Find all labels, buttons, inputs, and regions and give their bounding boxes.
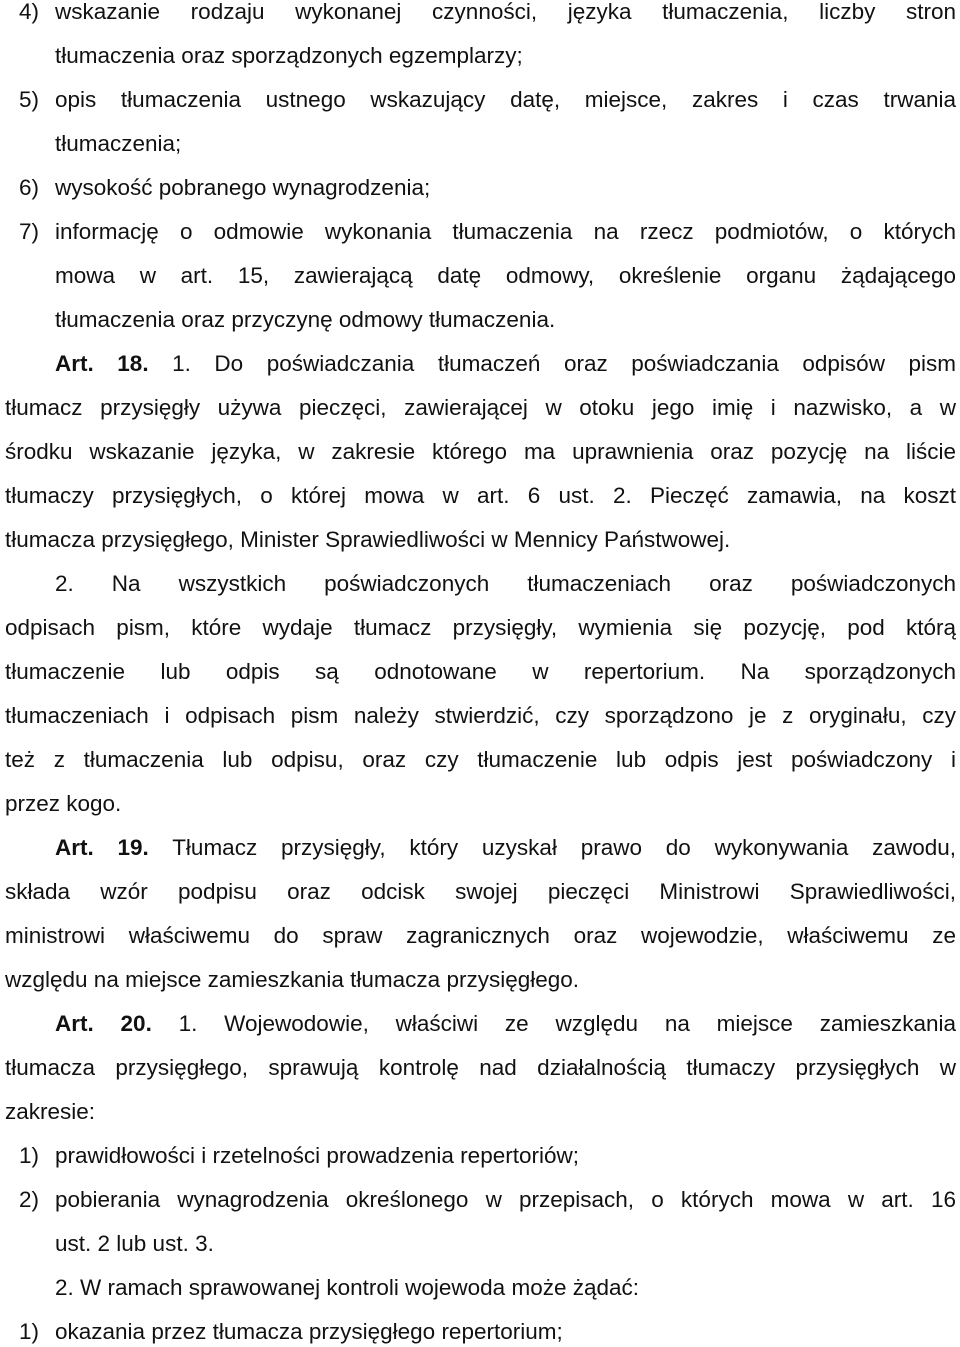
list-number: 6) — [19, 175, 40, 200]
list-number: 7) — [19, 219, 40, 244]
text-line: tłumacza przysięgłego, sprawują kontrolę nad działalnością tłumaczy przysięgłych w — [5, 1055, 956, 1080]
text-line: też z tłumaczenia lub odpisu, oraz czy tłumaczenie lub odpis jest poświadczony i — [5, 747, 956, 772]
article-heading: Art. 19. — [55, 835, 149, 860]
list-item-7 — [0, 217, 960, 247]
text-span: Tłumacz przysięgły, który uzyskał prawo do wykonywania zawodu, — [172, 835, 956, 860]
list-number: 1) — [19, 1319, 40, 1344]
text-line: opis tłumaczenia ustnego wskazujący datę, miejsce, zakres i czas trwania — [55, 87, 956, 112]
text-line: 2. Na wszystkich poświadczonych tłumaczeniach oraz poświadczonych — [55, 571, 956, 596]
text-line: ust. 2 lub ust. 3. — [55, 1231, 214, 1256]
text-line: pobierania wynagrodzenia określonego w przepisach, o których mowa w art. 16 — [55, 1187, 956, 1212]
text-line: tłumaczenia; — [55, 131, 182, 156]
article-heading: Art. 20. — [55, 1011, 152, 1036]
list-item-6 — [0, 173, 960, 203]
article-heading: Art. 18. — [55, 351, 149, 376]
article-18-first-line — [55, 349, 956, 379]
list-item-2 — [0, 1185, 960, 1215]
text-line: odpisach pism, które wydaje tłumacz przysięgły, wymienia się pozycję, pod którą — [5, 615, 956, 640]
text-line: tłumaczenie lub odpis są odnotowane w repertorium. Na sporządzonych — [5, 659, 956, 684]
text-line: środku wskazanie języka, w zakresie którego ma uprawnienia oraz pozycję na liście — [5, 439, 956, 464]
article-19-first-line — [55, 833, 956, 863]
text-line: tłumaczenia oraz przyczynę odmowy tłumaczenia. — [55, 307, 556, 332]
list-number: 2) — [19, 1187, 40, 1212]
text-line: wysokość pobranego wynagrodzenia; — [55, 175, 431, 200]
text-line: przez kogo. — [5, 791, 122, 816]
list-number: 4) — [19, 0, 40, 24]
text-line: tłumaczenia oraz sporządzonych egzemplarzy; — [55, 43, 523, 68]
text-line: 2. W ramach sprawowanej kontroli wojewoda może żądać: — [55, 1275, 640, 1300]
text-line: wskazanie rodzaju wykonanej czynności, języka tłumaczenia, liczby stron — [55, 0, 956, 24]
text-line: informację o odmowie wykonania tłumaczenia na rzecz podmiotów, o których — [55, 219, 956, 244]
text-line: tłumaczeniach i odpisach pism należy stwierdzić, czy sporządzono je z oryginału, czy — [5, 703, 956, 728]
text-line: tłumaczy przysięgłych, o której mowa w art. 6 ust. 2. Pieczęć zamawia, na koszt — [5, 483, 956, 508]
text-line: tłumacz przysięgły używa pieczęci, zawierającej w otoku jego imię i nazwisko, a w — [5, 395, 956, 420]
list-number: 1) — [19, 1143, 40, 1168]
list-item-4 — [0, 0, 960, 27]
text-line: ministrowi właściwemu do spraw zagranicznych oraz wojewodzie, właściwemu ze — [5, 923, 956, 948]
text-span: 1. Do poświadczania tłumaczeń oraz poświadczania odpisów pism — [172, 351, 956, 376]
text-line: składa wzór podpisu oraz odcisk swojej pieczęci Ministrowi Sprawiedliwości, — [5, 879, 956, 904]
text-line: prawidłowości i rzetelności prowadzenia repertoriów; — [55, 1143, 579, 1168]
text-line: tłumacza przysięgłego, Minister Sprawiedliwości w Mennicy Państwowej. — [5, 527, 731, 552]
text-line: okazania przez tłumacza przysięgłego repertorium; — [55, 1319, 563, 1344]
list-number: 5) — [19, 87, 40, 112]
list-item-5 — [0, 85, 960, 115]
text-span: 1. Wojewodowie, właściwi ze względu na miejsce zamieszkania — [178, 1011, 956, 1036]
text-line: zakresie: — [5, 1099, 96, 1124]
article-20-first-line — [55, 1009, 956, 1039]
list-item-1 — [0, 1141, 960, 1171]
text-line: mowa w art. 15, zawierającą datę odmowy, określenie organu żądającego — [55, 263, 956, 288]
text-line: względu na miejsce zamieszkania tłumacza przysięgłego. — [5, 967, 580, 992]
